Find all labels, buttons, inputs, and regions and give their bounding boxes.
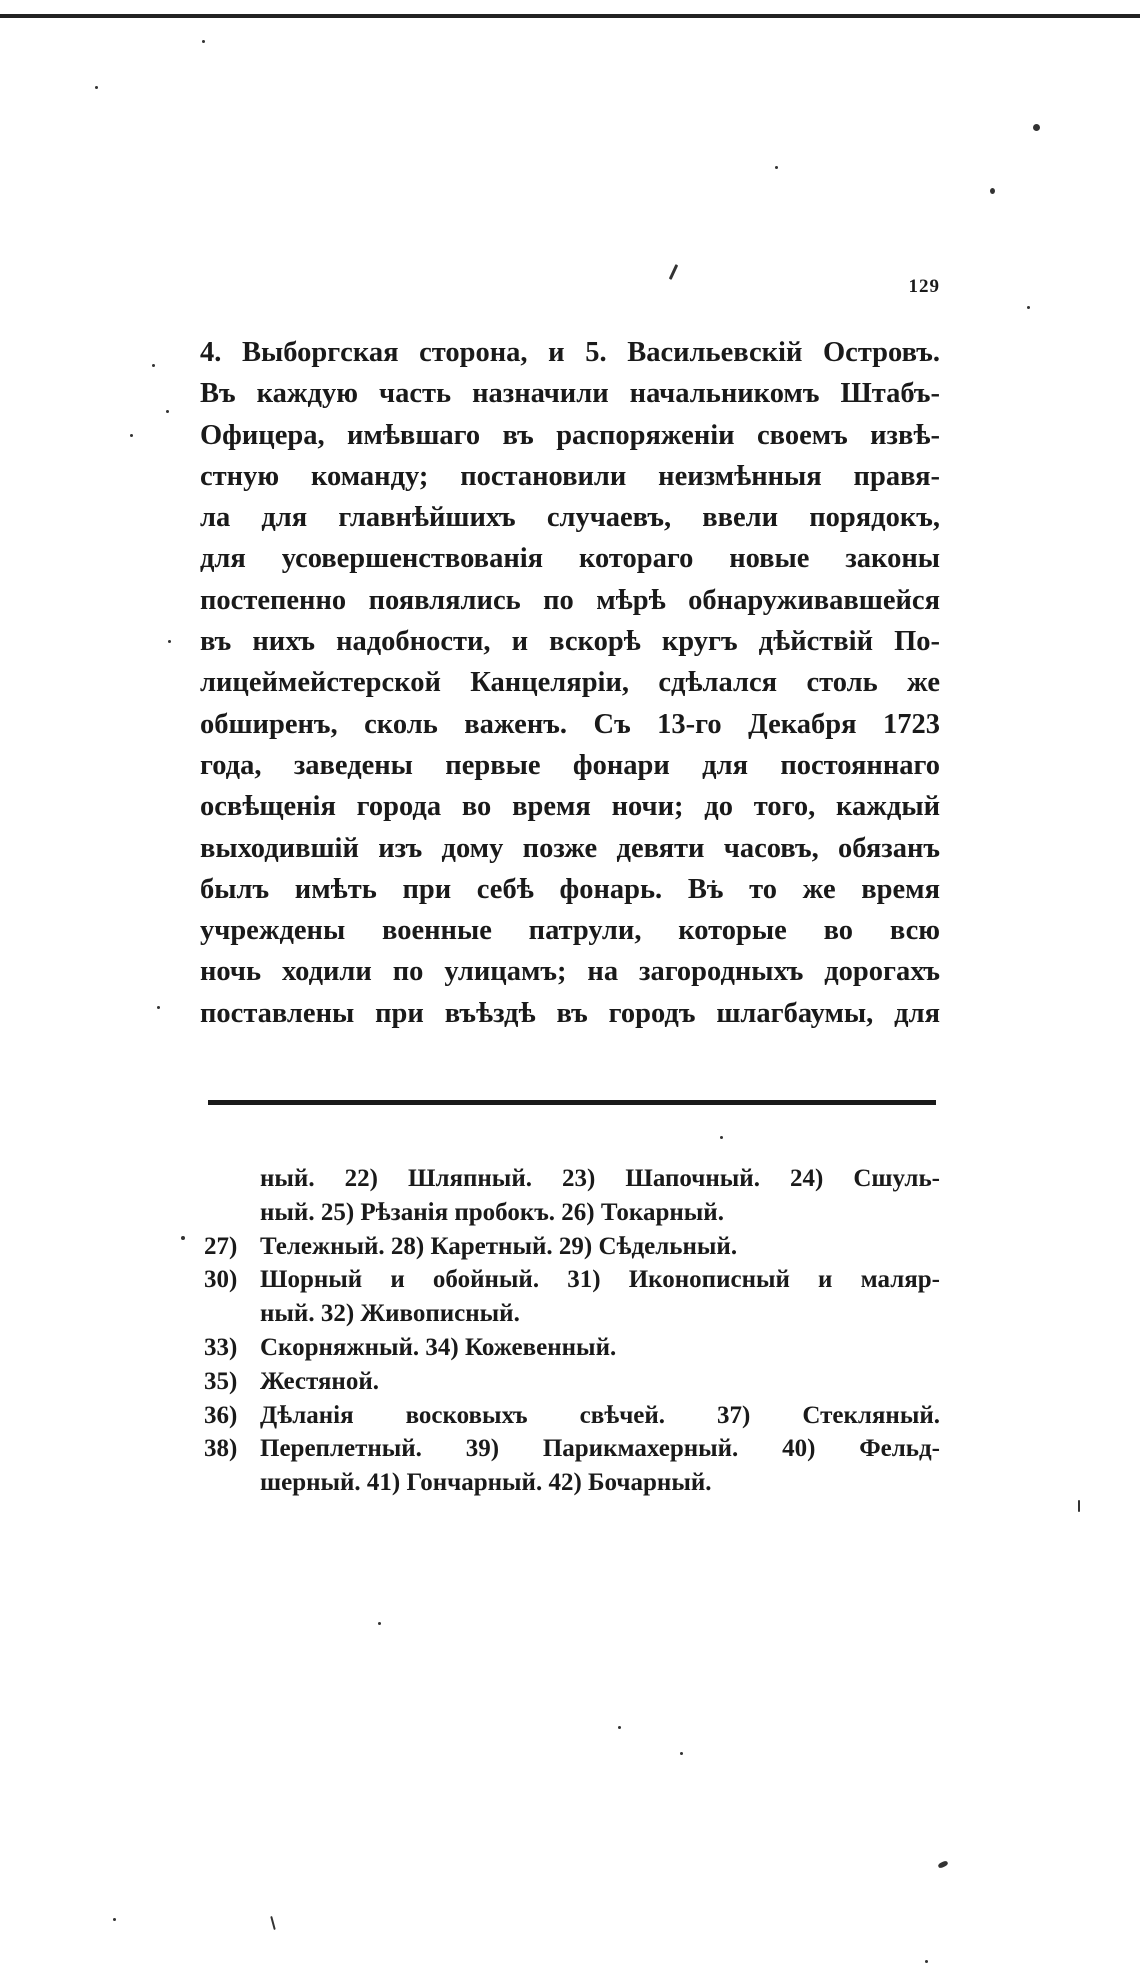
footnote-number: 35): [204, 1367, 238, 1395]
footnote-text: Скорняжный. 34) Кожевенный.: [260, 1333, 617, 1361]
text-line: Въ каждую часть назначили начальникомъ Штабъ-: [200, 378, 940, 410]
footnote-line: [204, 1297, 940, 1331]
scan-speck: [937, 1860, 948, 1869]
scan-speck: [720, 1136, 723, 1139]
footnote-text: шерный. 41) Гончарный. 42) Бочарный.: [260, 1469, 712, 1497]
footnote-line: [204, 1263, 940, 1297]
scan-speck: [1078, 1500, 1080, 1512]
footnote-line: [204, 1331, 940, 1365]
footnote-number: [204, 1297, 260, 1331]
footnote-text: Тележный. 28) Каретный. 29) Сѣдельный.: [260, 1232, 738, 1260]
footnote-line: [204, 1196, 940, 1230]
text-line: постепенно появлялись по мѣрѣ обнаруживавшейся: [200, 584, 940, 616]
main-body-text: [200, 332, 940, 1034]
scan-speck: [669, 264, 678, 280]
footnote-number: 30): [204, 1266, 238, 1294]
footnote-text: Переплетный. 39) Парикмахерный. 40) Фельд-: [260, 1435, 940, 1463]
footnote-text: ный. 22) Шляпный. 23) Шапочный. 24) Сшуль-: [260, 1165, 940, 1192]
footnote-number: [204, 1466, 260, 1500]
footnote-line: [204, 1466, 940, 1500]
text-line: лицеймейстерской Канцеляріи, сдѣлался столь же: [200, 667, 940, 699]
text-line: былъ имѣть при себѣ фонарь. Въ то же время: [200, 873, 940, 905]
footnotes-block: [204, 1162, 940, 1500]
scan-speck: [202, 40, 205, 43]
scan-speck: [270, 1916, 276, 1930]
footnote-line: [204, 1230, 940, 1264]
top-scan-rule: [0, 14, 1140, 18]
scan-speck: [618, 1726, 621, 1729]
scan-speck: [775, 166, 778, 169]
text-line: обширенъ, сколь важенъ. Съ 13-го Декабря 1723: [200, 708, 940, 740]
scan-speck: [990, 188, 995, 194]
scan-speck: [113, 1918, 116, 1921]
footnote-line: [204, 1432, 940, 1466]
text-line: стную команду; постановили неизмѣнныя правя-: [200, 460, 940, 492]
footnote-number: 38): [204, 1435, 238, 1463]
footnote-text: ный. 25) Рѣзанія пробокъ. 26) Токарный.: [260, 1198, 724, 1226]
scan-speck: [152, 364, 155, 367]
scan-speck: [95, 86, 98, 89]
scan-speck: [130, 434, 133, 437]
footnote-number: [204, 1162, 260, 1196]
footnote-text: ный. 32) Живописный.: [260, 1300, 520, 1328]
footnote-text: Шорный и обойный. 31) Иконописный и маляр-: [260, 1266, 940, 1294]
footnote-text: Дѣланія восковыхъ свѣчей. 37) Стекляный.: [260, 1401, 940, 1429]
page-number: 129: [908, 276, 940, 297]
scan-speck: [1027, 306, 1030, 309]
text-line: въ нихъ надобности, и вскорѣ кругъ дѣйствій По-: [200, 626, 940, 658]
text-line: 4. Выборгская сторона, и 5. Васильевскій Островъ.: [200, 337, 940, 368]
footnote-line: [204, 1399, 940, 1433]
footnote-number: 33): [204, 1333, 238, 1361]
footnote-divider: [208, 1100, 936, 1105]
text-line: учреждены военные патрули, которые во всю: [200, 915, 940, 947]
scan-speck: [168, 640, 171, 643]
text-line: Офицера, имѣвшаго въ распоряженіи своемъ извѣ-: [200, 419, 940, 451]
text-line: ла для главнѣйшихъ случаевъ, ввели порядокъ,: [200, 502, 940, 534]
text-line: поставлены при въѣздѣ въ городъ шлагбаумы, для: [200, 997, 940, 1029]
footnote-number: 27): [204, 1232, 238, 1260]
scan-speck: [378, 1622, 381, 1625]
scan-speck: [157, 1006, 160, 1009]
footnote-text: Жестяной.: [260, 1367, 379, 1395]
text-line: выходившій изъ дому позже девяти часовъ, обязанъ: [200, 832, 940, 864]
footnote-line: [204, 1365, 940, 1399]
text-line: для усовершенствованія котораго новые законы: [200, 543, 940, 575]
footnote-number: [204, 1196, 260, 1230]
footnote-line: [204, 1162, 940, 1196]
scan-speck: [680, 1752, 683, 1755]
scan-speck: [166, 410, 169, 413]
footnote-number: 36): [204, 1401, 238, 1429]
scan-speck: [1033, 124, 1040, 131]
text-line: ночь ходили по улицамъ; на загородныхъ дорогахъ: [200, 956, 940, 988]
scan-speck: [181, 1236, 185, 1240]
text-line: года, заведены первые фонари для постояннаго: [200, 749, 940, 781]
text-line: освѣщенія города во время ночи; до того, каждый: [200, 791, 940, 823]
